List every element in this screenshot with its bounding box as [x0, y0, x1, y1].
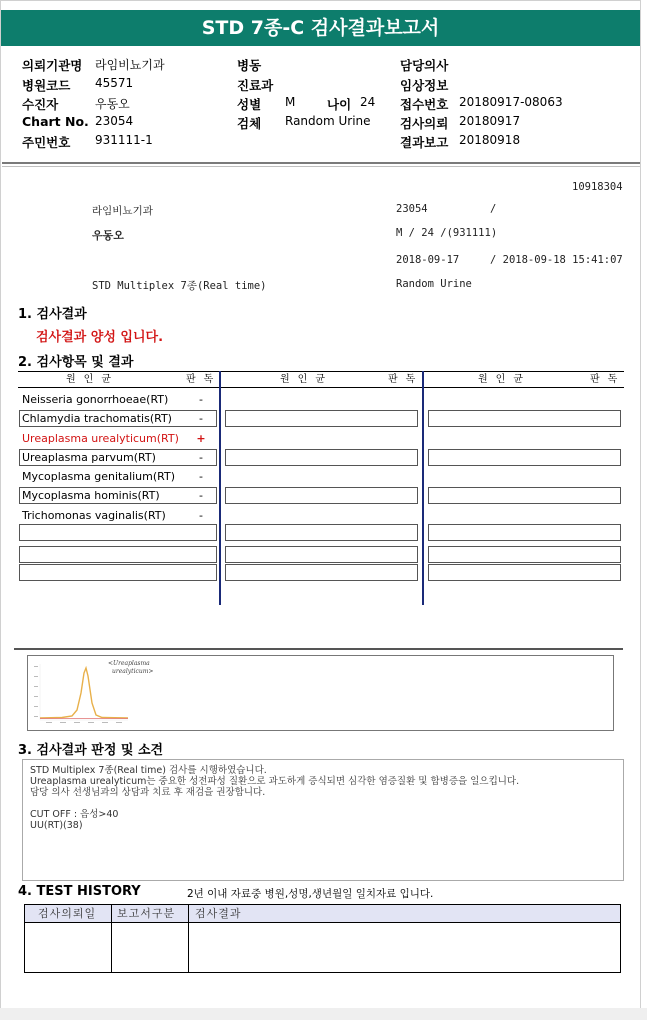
- report-date-received: 2018-09-17: [396, 254, 460, 266]
- header-label: 담당의사: [400, 58, 449, 73]
- interpretation-line: 담당 의사 선생님과의 상담과 치료 후 재검을 권장합니다.: [30, 787, 266, 798]
- result-row-pathogen: Ureaplasma parvum(RT): [19, 449, 217, 466]
- header-value: 45571: [95, 76, 134, 90]
- interpretation-line: UU(RT)(38): [30, 820, 83, 831]
- header-pathogen-3: 원인균: [478, 374, 531, 385]
- header-label: Chart No.: [22, 114, 89, 129]
- history-table-header: [25, 905, 620, 923]
- header-judgement-1: 판독: [186, 374, 222, 385]
- result-row-pathogen: Ureaplasma urealyticum(RT): [22, 432, 179, 445]
- graph-legend-line1: <Ureaplasma: [108, 660, 150, 667]
- report-clinic: 라임비뇨기과: [92, 205, 153, 217]
- page-bottom-bar: [0, 1008, 647, 1020]
- result-row-judgement: -: [199, 412, 203, 425]
- sex-label: 성별: [237, 97, 262, 112]
- report-test-name: STD Multiplex 7종(Real time): [92, 280, 267, 292]
- result-row-empty: [428, 546, 621, 563]
- header-field-3: [22, 114, 89, 129]
- report-code: 10918304: [572, 181, 623, 193]
- sex-value: M: [285, 95, 296, 109]
- header-label: 임상정보: [400, 78, 449, 93]
- header-field-r4: [400, 133, 448, 151]
- result-row-empty: [19, 546, 217, 563]
- result-row-judgement: +: [196, 432, 206, 445]
- results-table-header: [18, 371, 624, 388]
- sex-field: [237, 95, 261, 113]
- header-field-r2: [400, 95, 448, 113]
- result-row-judgement: -: [199, 470, 203, 483]
- header-value: 20180917: [459, 114, 521, 128]
- header-value: 23054: [95, 114, 134, 128]
- interpretation-line: [30, 798, 616, 809]
- interpretation-line: STD Multiplex 7종(Real time) 검사를 시행하였습니다.: [30, 765, 267, 776]
- result-row-empty: [428, 487, 621, 504]
- header-label: 주민번호: [22, 135, 71, 150]
- result-row-empty: [428, 449, 621, 466]
- result-row-pathogen: Neisseria gonorrhoeae(RT): [22, 393, 169, 406]
- report-slash: /: [490, 203, 497, 215]
- column-divider-1: [219, 371, 221, 605]
- amplification-graph-box: [27, 655, 614, 731]
- result-row-pathogen: Mycoplasma genitalium(RT): [22, 470, 176, 483]
- header-label: 병원코드: [22, 78, 71, 93]
- interpretation-line: Ureaplasma urealyticum는 중요한 성전파성 질환으로 과도하게 증식되면 심각한 염증질환 및 합병증을 일으킵니다.: [30, 776, 520, 787]
- history-col-divider-2: [188, 905, 189, 972]
- age-field: [327, 95, 351, 113]
- result-row-empty: [19, 564, 217, 581]
- graph-legend: [108, 660, 153, 676]
- ward-field: [237, 56, 261, 74]
- header-value: 931111-1: [95, 133, 153, 147]
- header-field-2: [22, 95, 58, 113]
- header-value: 20180918: [459, 133, 521, 147]
- dept-label: 진료과: [237, 78, 274, 93]
- dept-field: [237, 76, 273, 94]
- result-row-empty: [225, 410, 418, 427]
- history-col-result: 검사결과: [195, 907, 242, 920]
- report-patient: 우동오: [92, 229, 124, 242]
- ward-label: 병동: [237, 58, 262, 73]
- header-divider: [2, 162, 640, 164]
- section4-title: 4. TEST HISTORY: [18, 884, 141, 899]
- interpretation-box: [22, 759, 624, 881]
- result-row-empty: [428, 410, 621, 427]
- header-field-r0: [400, 56, 448, 74]
- history-note: 2년 이내 자료중 병원,성명,생년월일 일치자료 입니다.: [187, 888, 434, 900]
- result-row-empty: [428, 524, 621, 541]
- result-row-judgement: -: [199, 393, 203, 406]
- report-chart: 23054: [396, 203, 428, 215]
- header-label: 접수번호: [400, 97, 449, 112]
- header-pathogen-2: 원인균: [280, 374, 333, 385]
- result-row-empty: [225, 487, 418, 504]
- column-divider-2: [422, 371, 424, 605]
- header-value: 라임비뇨기과: [95, 58, 165, 72]
- result-row-empty: [225, 546, 418, 563]
- history-col-report-type: 보고서구분: [117, 907, 176, 920]
- header-field-r3: [400, 114, 448, 132]
- result-row-pathogen: Mycoplasma hominis(RT): [19, 487, 217, 504]
- result-row-pathogen: Chlamydia trachomatis(RT): [19, 410, 217, 427]
- header-field-1: [22, 76, 70, 94]
- graph-divider: [14, 648, 623, 650]
- specimen-label: 검체: [237, 116, 262, 131]
- result-row-empty: [225, 524, 418, 541]
- header-label: 의뢰기관명: [22, 58, 83, 73]
- specimen-field: [237, 114, 261, 132]
- header-field-0: [22, 56, 82, 74]
- header-pathogen-1: 원인균: [66, 374, 119, 385]
- result-row-empty: [225, 564, 418, 581]
- header-field-r1: [400, 76, 448, 94]
- result-row-pathogen: Trichomonas vaginalis(RT): [22, 509, 166, 522]
- section2-title: 2. 검사항목 및 결과: [18, 355, 134, 370]
- result-row-empty: [19, 524, 217, 541]
- section1-title: 1. 검사결과: [18, 307, 87, 322]
- overall-result: 검사결과 양성 입니다.: [36, 330, 164, 345]
- header-label: 결과보고: [400, 135, 449, 150]
- age-value: 24: [360, 95, 376, 109]
- history-col-divider-1: [111, 905, 112, 972]
- header-label: 수진자: [22, 97, 59, 112]
- age-label: 나이: [327, 97, 352, 112]
- header-value: 20180917-08063: [459, 95, 563, 109]
- header-label: 검사의뢰: [400, 116, 449, 131]
- report-specimen: Random Urine: [396, 278, 472, 290]
- report-title: STD 7종-C 검사결과보고서: [1, 10, 640, 46]
- header-judgement-3: 판독: [590, 374, 626, 385]
- result-row-judgement: -: [199, 509, 203, 522]
- graph-legend-line2: urealyticum>: [112, 668, 154, 675]
- history-col-request-date: 검사의뢰일: [38, 907, 97, 920]
- report-sex-age: M / 24 /(931111): [396, 227, 498, 239]
- header-value: 우동오: [95, 97, 130, 111]
- result-row-judgement: -: [199, 489, 203, 502]
- result-row-empty: [428, 564, 621, 581]
- result-row-empty: [225, 449, 418, 466]
- header-divider-thin: [2, 166, 640, 167]
- header-judgement-2: 판독: [388, 374, 424, 385]
- interpretation-line: CUT OFF : 음성>40: [30, 809, 119, 820]
- report-date-reported: / 2018-09-18 15:41:07: [490, 254, 623, 266]
- history-table: [24, 904, 621, 973]
- result-row-judgement: -: [199, 451, 203, 464]
- header-field-4: [22, 133, 70, 151]
- section3-title: 3. 검사결과 판정 및 소견: [18, 743, 164, 758]
- specimen-value: Random Urine: [285, 114, 371, 128]
